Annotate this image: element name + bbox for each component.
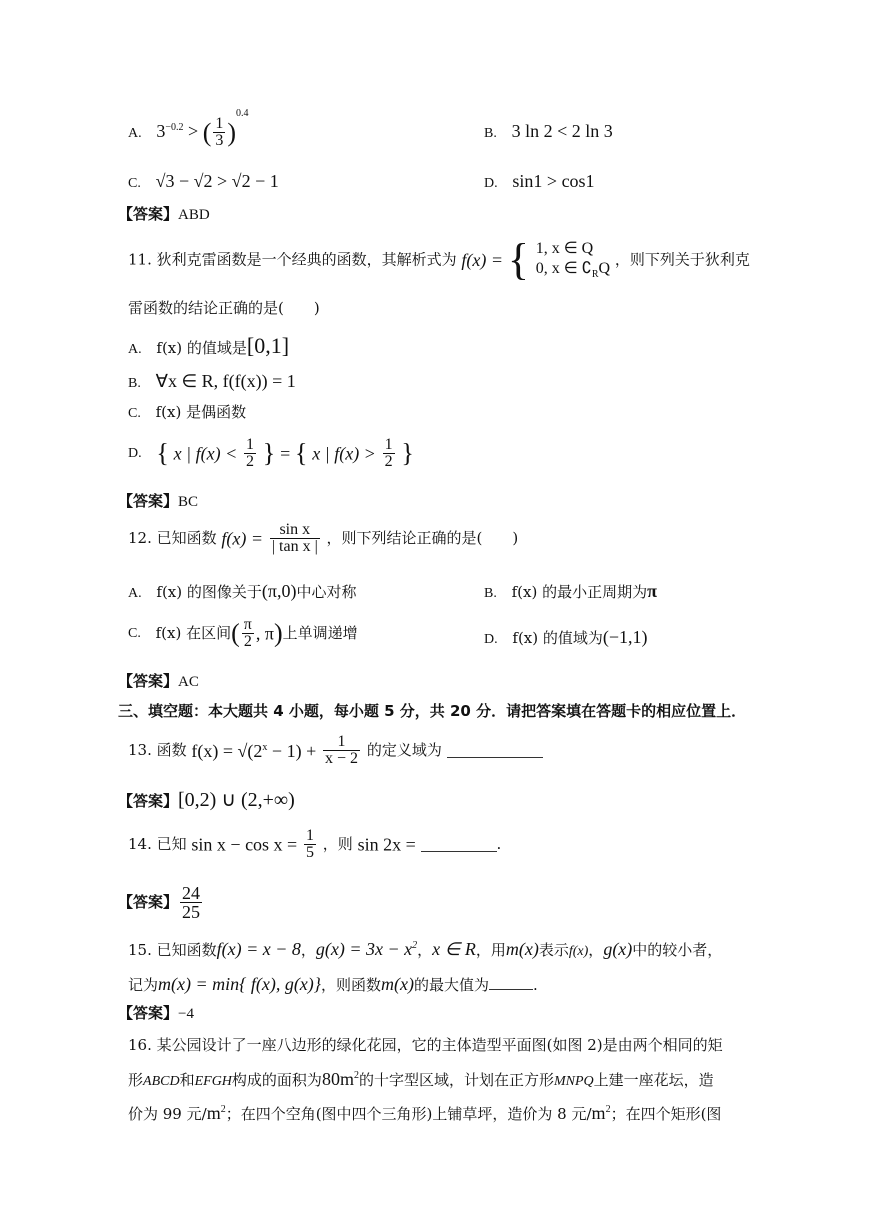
q12-a-post: 中心对称 <box>296 583 357 601</box>
period: . <box>533 976 538 994</box>
answer-value: −4 <box>178 1006 194 1022</box>
q10-option-d <box>484 172 595 191</box>
q11-stem <box>128 235 750 284</box>
q12-option-d <box>484 628 648 647</box>
q15-min: m(x) = min{ f(x), g(x)} <box>158 974 321 994</box>
q11-option-c <box>128 405 246 421</box>
q12-stem <box>128 522 518 555</box>
q15-mx: m(x) <box>381 974 414 994</box>
q11-option-b <box>128 372 296 391</box>
q16-text: 价为 99 元/ <box>128 1105 207 1123</box>
right-curly-icon: } <box>401 438 414 468</box>
q16-text: 上建一座花坛，造 <box>593 1071 714 1089</box>
q10-c-math: √3 − √2 > √2 − 1 <box>155 171 279 191</box>
answer-blank[interactable] <box>447 743 543 758</box>
q15-fx: f(x) <box>568 944 589 959</box>
q13-stem-b: 的定义域为 <box>366 741 442 759</box>
q11-stem-a: 11. 狄利克雷函数是一个经典的函数，其解析式为 <box>128 250 457 269</box>
q15-text: 的最大值为 <box>414 976 490 994</box>
answer-tag: 【答案】 <box>118 672 179 690</box>
q12-option-a <box>128 582 356 601</box>
q14-math2: sin 2x = <box>357 834 416 855</box>
q16-area: $80m^2$ <box>321 1069 359 1089</box>
right-paren-icon: ) <box>273 618 283 648</box>
q10-answer <box>118 207 210 223</box>
q11-answer <box>118 494 198 510</box>
left-paren-icon: ( <box>231 618 240 648</box>
option-label: C. <box>128 406 141 421</box>
option-label: A. <box>128 586 142 601</box>
q14-stem-b: ，则 <box>322 835 353 853</box>
q15-text: 记为 <box>128 976 159 994</box>
answer-value: AC <box>178 674 199 690</box>
q14-answer <box>118 884 204 921</box>
q15-gx: g(x) <box>603 939 633 959</box>
q10-a-math: $3^{-0.2}$ > ( $\frac{1}{3}$ )$^{0.4}$ <box>156 107 249 149</box>
q12-fraction: $\frac{\text{sin x}}{\text{| tan x |}}$ <box>271 521 318 555</box>
fraction: $\frac{1}{2}$ <box>246 436 255 470</box>
option-label: D. <box>484 632 498 647</box>
option-label: C. <box>128 625 141 641</box>
q14-stem <box>128 828 501 861</box>
q10-option-b <box>484 122 613 141</box>
comma: ， <box>417 941 433 959</box>
q15-xin: x ∈ R <box>432 939 476 959</box>
q13-stem-a: 13. 函数 <box>128 741 187 759</box>
answer-blank[interactable] <box>421 837 497 852</box>
q11-case2 <box>536 259 610 281</box>
q12-option-b <box>484 582 657 601</box>
q16-efgh: EFGH <box>194 1074 232 1089</box>
q12-a-math: (π,0) <box>261 581 297 601</box>
q11-option-a <box>128 335 289 357</box>
q11-stem-c: 雷函数的结论正确的是( ) <box>128 299 320 317</box>
q12-c-pre: f(x) 在区间 <box>155 624 232 642</box>
fraction: $\frac{\pi}{2}$ <box>243 616 252 650</box>
q10-b-math: 3 ln 2 < 2 ln 3 <box>511 121 613 141</box>
q12-fx: f(x) = <box>221 528 264 549</box>
q16-text: ；在四个空角(图中四个三角形)上铺草坪，造价为 8 元/ <box>225 1105 592 1123</box>
q13-stem <box>128 734 543 767</box>
q16-line3 <box>128 1104 721 1122</box>
q11-case1: 1, x ∈ Q <box>535 239 594 257</box>
answer-value: BC <box>178 494 199 510</box>
q11-option-d <box>128 437 414 470</box>
q12-option-c <box>128 617 358 650</box>
q15-text: ，用 <box>475 941 506 959</box>
option-label: D. <box>128 445 142 461</box>
q16-text: 和 <box>179 1071 195 1089</box>
q12-b-text: f(x) 的最小正周期为 <box>511 583 648 601</box>
answer-tag: 【答案】 <box>118 492 179 510</box>
q11-stem-b: ，则下列关于狄利克 <box>614 250 750 269</box>
option-label: B. <box>128 376 141 391</box>
left-brace-icon: { <box>507 235 529 284</box>
q12-b-math: π <box>647 581 657 601</box>
q15-f-def: f(x) = x − 8 <box>216 939 301 959</box>
q16-text: ；在四个矩形(图 <box>610 1105 722 1123</box>
q16-line1: 16. 某公园设计了一座八边形的绿化花园，它的主体造型平面图(如图 2)是由两个相同的矩 <box>128 1036 723 1054</box>
period: . <box>496 835 502 853</box>
answer-fraction: $\frac{24}{25}$ <box>182 883 201 922</box>
q15-text: 15. 已知函数 <box>128 941 217 959</box>
q16-text: 的十字型区域，计划在正方形 <box>358 1071 554 1089</box>
q12-answer <box>118 674 199 690</box>
q12-c-post: 上单调递增 <box>282 624 358 642</box>
q11-cases <box>536 239 610 282</box>
q10-option-a <box>128 107 249 149</box>
q11-d-eq: = <box>280 443 291 464</box>
comma: ， <box>588 941 604 959</box>
q13-math: $f(x) = √(2^x - 1)$ + <box>191 740 317 761</box>
q11-c-text: f(x) 是偶函数 <box>155 403 247 421</box>
q11-fx: f(x) = <box>461 250 504 270</box>
q16-text: 构成的面积为 <box>231 1071 322 1089</box>
q14-math: sin x − cos x = <box>191 834 298 855</box>
q11-d-right: x | f(x) > <box>312 443 376 464</box>
q15-line2 <box>128 975 538 993</box>
q15-text: 中的较小者， <box>632 941 723 959</box>
q14-stem-a: 14. 已知 <box>128 835 187 853</box>
answer-tag: 【答案】 <box>118 792 179 810</box>
q14-fraction: $\frac{1}{5}$ <box>306 827 314 861</box>
q12-d-math: (−1,1) <box>602 627 648 647</box>
q16-text: 形 <box>128 1071 144 1089</box>
q15-g-def: $g(x) = 3x - x^2$ <box>315 939 418 959</box>
q11-a-text: f(x) 的值域是 <box>156 339 247 357</box>
q12-c-tail: , π <box>255 623 274 644</box>
right-curly-icon: } <box>262 438 276 468</box>
option-label: A. <box>128 125 142 141</box>
option-label: B. <box>484 586 497 601</box>
q13-answer <box>118 790 295 810</box>
unit-m2: $m^2$ <box>591 1103 611 1123</box>
answer-value: [0,2) ∪ (2,+∞) <box>178 789 295 811</box>
answer-tag: 【答案】 <box>118 205 179 223</box>
q15-answer <box>118 1006 194 1022</box>
left-curly-icon: { <box>295 438 308 468</box>
option-label: D. <box>484 176 498 191</box>
case2-main: 0, x ∈ ∁ <box>535 260 592 278</box>
answer-blank[interactable] <box>489 975 533 990</box>
q12-d-text: f(x) 的值域为 <box>512 629 603 647</box>
q12-a-pre: f(x) 的图像关于 <box>156 583 262 601</box>
q11-a-math: [0,1] <box>246 333 290 358</box>
q11-b-math: ∀x ∈ R, f(f(x)) = 1 <box>155 371 296 391</box>
option-label: B. <box>484 126 497 141</box>
q12-stem-b: ，则下列结论正确的是( ) <box>326 529 519 547</box>
case2-sub: R <box>591 269 599 281</box>
answer-tag: 【答案】 <box>118 893 179 911</box>
answer-tag: 【答案】 <box>118 1004 179 1022</box>
case2-end: Q <box>598 260 611 278</box>
section-heading: 三、填空题：本大题共 4 小题，每小题 5 分，共 20 分．请把答案填在答题卡的相应位置上． <box>118 702 747 720</box>
q16-abcd: ABCD <box>143 1074 180 1089</box>
option-label: A. <box>128 342 142 357</box>
q15-text: ，则函数 <box>321 976 382 994</box>
unit-m2: $m^2$ <box>206 1103 226 1123</box>
fraction: $\frac{1}{2}$ <box>384 436 393 470</box>
q15-text: 表示 <box>538 941 569 959</box>
left-curly-icon: { <box>156 438 169 468</box>
option-label: C. <box>128 176 141 191</box>
answer-value: ABD <box>178 207 210 223</box>
q16-mnpq: MNPQ <box>553 1074 594 1089</box>
q13-fraction: $\frac{1}{x - 2}$ <box>325 733 359 767</box>
q12-stem-a: 12. 已知函数 <box>128 529 217 547</box>
q10-d-math: sin1 > cos1 <box>512 171 595 191</box>
q10-option-c <box>128 172 279 191</box>
q16-line2 <box>128 1070 714 1089</box>
comma: ， <box>300 941 316 959</box>
q15-mx: m(x) <box>505 939 539 959</box>
q11-d-left: x | f(x) < <box>173 443 238 464</box>
q15-line1 <box>128 940 722 959</box>
